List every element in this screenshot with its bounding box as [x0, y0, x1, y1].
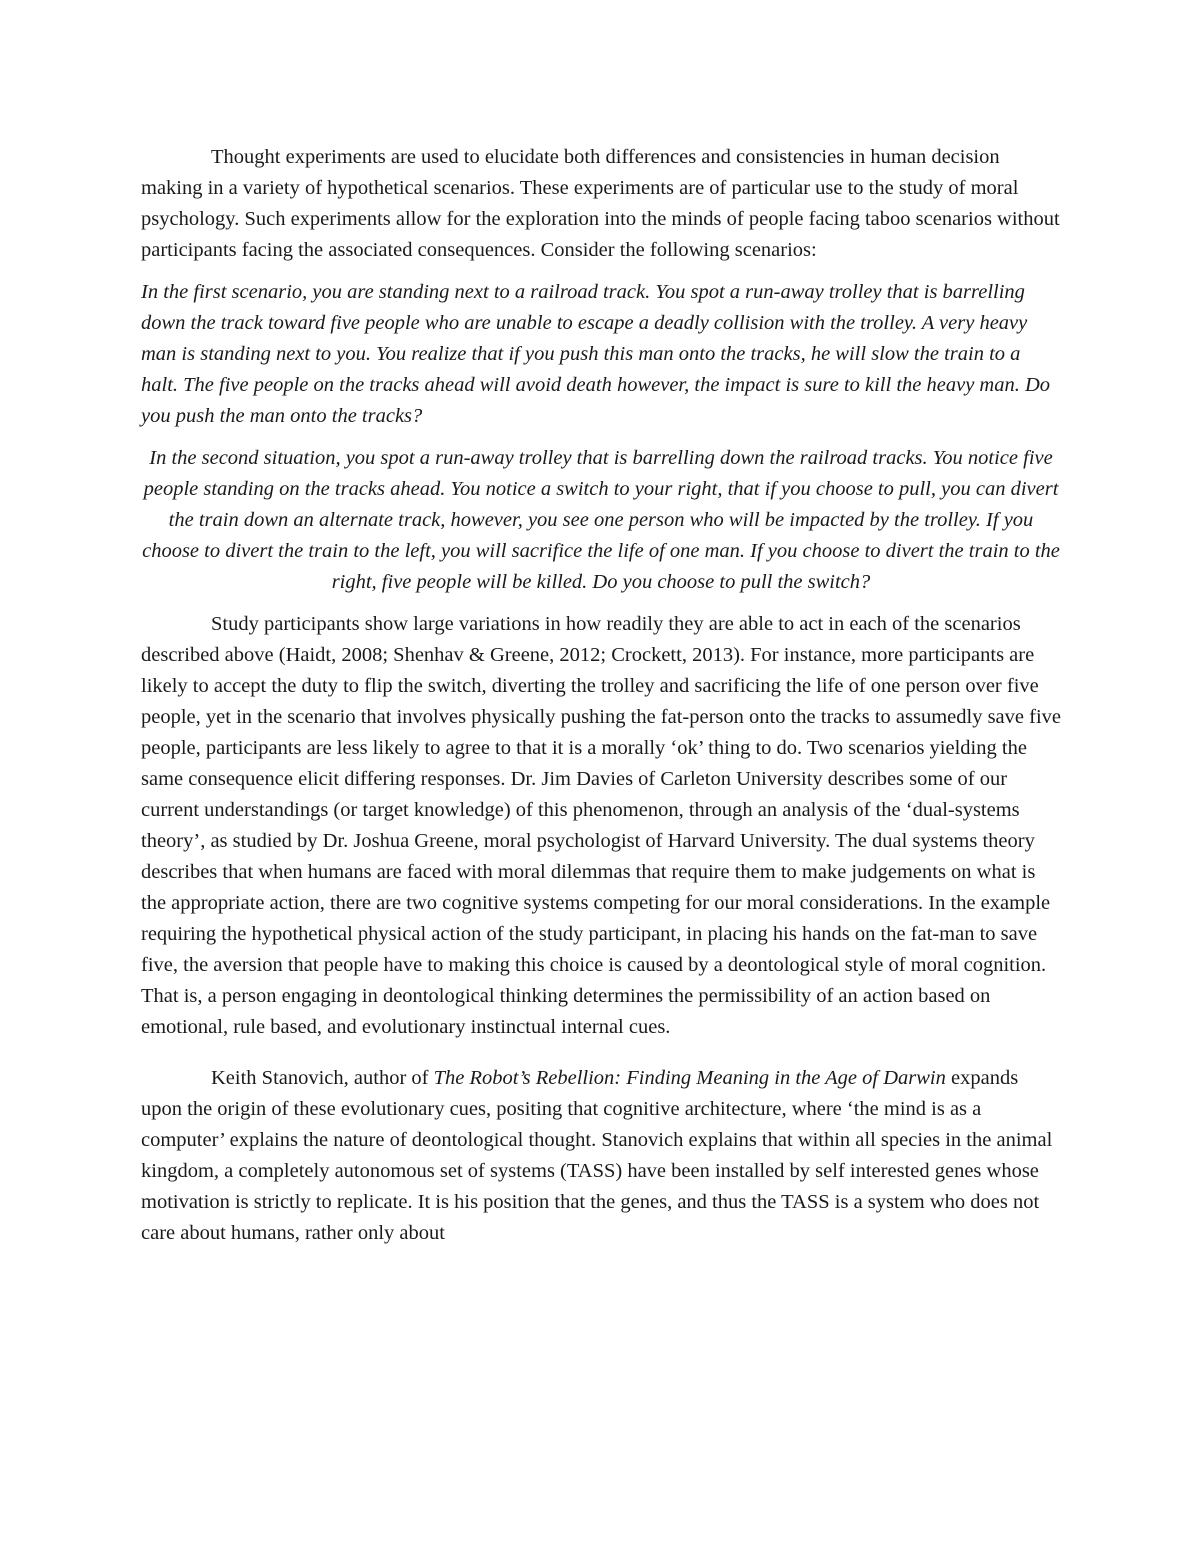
stanovich-paragraph-body: expands upon the origin of these evolutionary cues, positing that cognitive architecture, where ‘the mind is as a computer’ explains the nature of deontological thought. Stanovich explains that within all species in the animal kingdom, a completely autonomous set of systems (TASS) have been installed by self interested genes whose motivation is strictly to replicate. It is his position that the genes, and thus the TASS is a system who does not care about humans, rather only about: [141, 1067, 1053, 1244]
first-scenario-paragraph: In the first scenario, you are standing next to a railroad track. You spot a run-away trolley that is barrelling down the track toward five people who are unable to escape a deadly collision with the trolley. A very heavy man is standing next to you. You realize that if you push this man onto the tracks, he will slow the train to a halt. The five people on the tracks ahead will avoid death however, the impact is sure to kill the heavy man. Do you push the man onto the tracks?: [141, 281, 1051, 427]
stanovich-paragraph-prefix: Keith Stanovich, author of: [211, 1067, 434, 1089]
intro-paragraph: Thought experiments are used to elucidate both differences and consistencies in human decision making in a variety of hypothetical scenarios. These experiments are of particular use to the study of moral psychology. Such experiments allow for the exploration into the minds of people facing taboo scenarios without participants facing the associated consequences. Consider the following scenarios:: [141, 146, 1060, 261]
participants-paragraph: Study participants show large variations in how readily they are able to act in each of the scenarios described above (Haidt, 2008; Shenhav & Greene, 2012; Crockett, 2013). For instance, more participants are likely to accept the duty to flip the switch, diverting the trolley and sacrificing the life of one person over five people, yet in the scenario that involves physically pushing the fat-person onto the tracks to assumedly save five people, participants are less likely to agree to that it is a morally ‘ok’ thing to do. Two scenarios yielding the same consequence elicit differing responses. Dr. Jim Davies of Carleton University describes some of our current understandings (or target knowledge) of this phenomenon, through an analysis of the ‘dual-systems theory’, as studied by Dr. Joshua Greene, moral psychologist of Harvard University. The dual systems theory describes that when humans are faced with moral dilemmas that require them to make judgements on what is the appropriate action, there are two cognitive systems competing for our moral considerations. In the example requiring the hypothetical physical action of the study participant, in placing his hands on the fat-man to save five, the aversion that people have to making this choice is caused by a deontological style of moral cognition. That is, a person engaging in deontological thinking determines the permissibility of an action based on emotional, rule based, and evolutionary instinctual internal cues.: [141, 613, 1061, 1038]
document-body: [141, 142, 1061, 1249]
stanovich-paragraph: [141, 1063, 1061, 1249]
second-scenario-paragraph: In the second situation, you spot a run-away trolley that is barrelling down the railroad tracks. You notice five people standing on the tracks ahead. You notice a switch to your right, that if you choose to pull, you can divert the train down an alternate track, however, you see one person who will be impacted by the trolley. If you choose to divert the train to the left, you will sacrifice the life of one man. If you choose to divert the train to the right, five people will be killed. Do you choose to pull the switch?: [142, 447, 1060, 593]
book-title: The Robot’s Rebellion: Finding Meaning in the Age of Darwin: [433, 1067, 946, 1089]
